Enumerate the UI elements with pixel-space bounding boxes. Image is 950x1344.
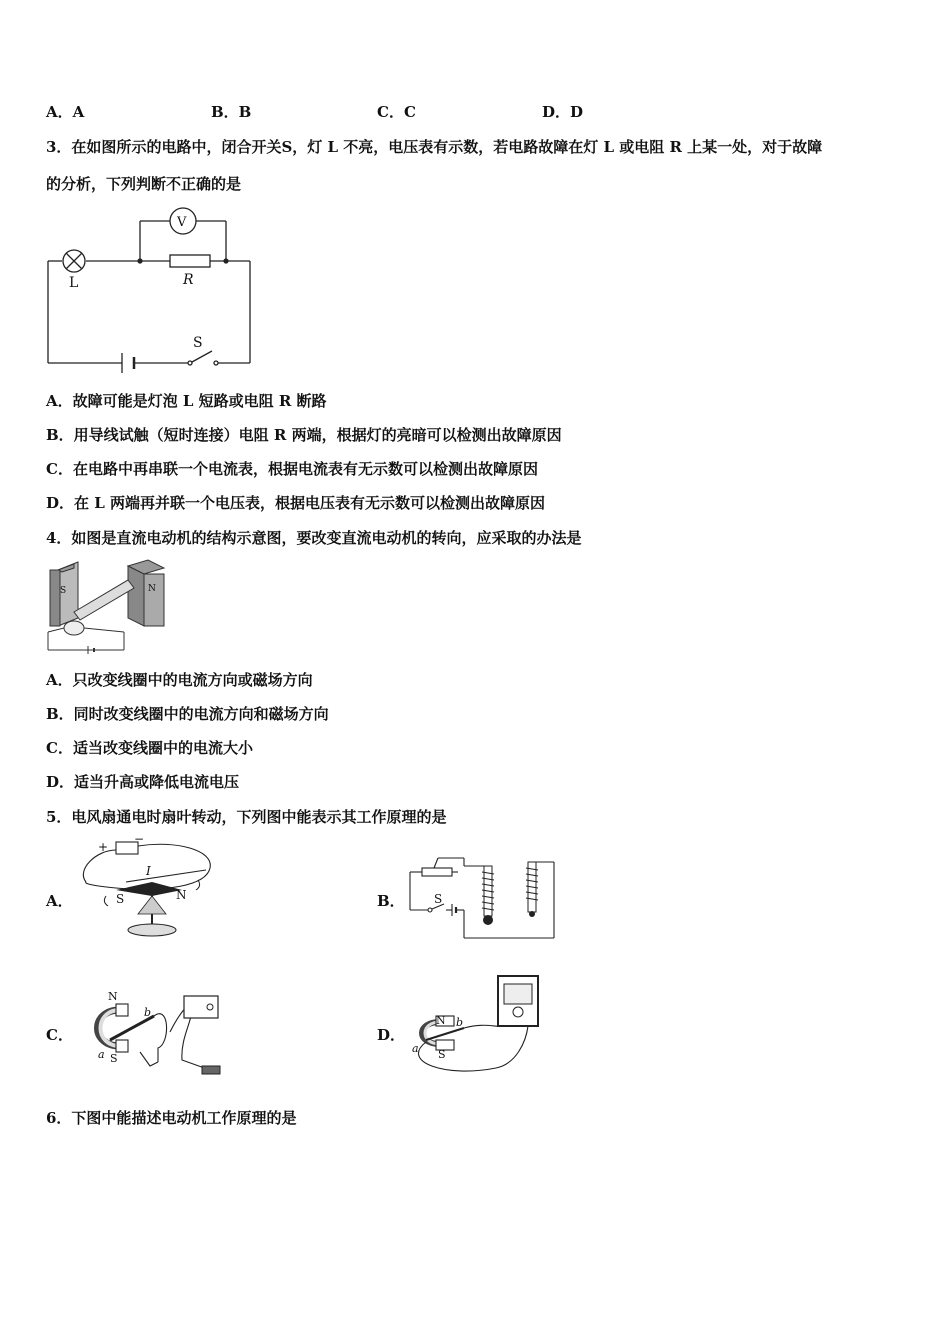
q5-fig-c-north: N xyxy=(108,990,118,1003)
q5-fig-a-plus: + xyxy=(98,840,109,854)
q3-option-a[interactable]: A．故障可能是灯泡 L 短路或电阻 R 断路 xyxy=(46,392,327,410)
q5-fig-d[interactable] xyxy=(406,972,556,1080)
q5-fig-d-south: S xyxy=(438,1048,446,1061)
q2-option-b[interactable]: B．B xyxy=(211,103,252,121)
q5-fig-a-current: I xyxy=(146,864,151,878)
q3-option-b[interactable]: B．用导线试触（短时连接）电阻 R 两端，根据灯的亮暗可以检测出故障原因 xyxy=(46,426,562,444)
q3-voltmeter-label: V xyxy=(177,215,187,230)
q5-fig-d-b: b xyxy=(456,1016,464,1029)
q5-option-d-label[interactable]: D． xyxy=(377,1026,406,1044)
q3-switch-label: S xyxy=(193,335,203,351)
q6-stem: 6．下图中能描述电动机工作原理的是 xyxy=(46,1109,297,1127)
q5-stem: 5．电风扇通电时扇叶转动，下列图中能表示其工作原理的是 xyxy=(46,808,447,826)
q5-option-b-label[interactable]: B． xyxy=(377,892,405,910)
q4-stem: 4．如图是直流电动机的结构示意图，要改变直流电动机的转向，应采取的办法是 xyxy=(46,529,582,547)
q5-fig-c-south: S xyxy=(110,1052,118,1065)
q5-fig-a-north: N xyxy=(176,888,187,902)
q5-fig-c-b: b xyxy=(144,1006,152,1019)
q2-option-d[interactable]: D．D xyxy=(542,103,584,121)
q5-fig-c-a: a xyxy=(98,1048,105,1061)
q4-option-b[interactable]: B．同时改变线圈中的电流方向和磁场方向 xyxy=(46,705,329,723)
q2-option-c[interactable]: C．C xyxy=(377,103,416,121)
q5-fig-a-minus: − xyxy=(134,832,145,846)
q4-option-a[interactable]: A．只改变线圈中的电流方向或磁场方向 xyxy=(46,671,313,689)
q3-stem-line1: 3．在如图所示的电路中，闭合开关S，灯 L 不亮，电压表有示数，若电路故障在灯 L 或电阻 R 上某一处，对于故障 xyxy=(46,138,823,156)
q5-fig-a-south: S xyxy=(116,892,125,906)
q3-resistor-label: R xyxy=(183,272,194,288)
q3-option-d[interactable]: D．在 L 两端再并联一个电压表，根据电压表有无示数可以检测出故障原因 xyxy=(46,494,546,512)
q3-lamp-label: L xyxy=(69,275,79,291)
q5-fig-b-switch: S xyxy=(434,892,443,906)
q4-north-label: N xyxy=(148,584,156,594)
q4-option-d[interactable]: D．适当升高或降低电流电压 xyxy=(46,773,240,791)
q4-motor-figure xyxy=(44,558,174,654)
q4-south-label: S xyxy=(60,586,67,596)
q4-option-c[interactable]: C．适当改变线圈中的电流大小 xyxy=(46,739,253,757)
q5-option-c-label[interactable]: C． xyxy=(46,1026,73,1044)
q3-option-c[interactable]: C．在电路中再串联一个电流表，根据电流表有无示数可以检测出故障原因 xyxy=(46,460,538,478)
q5-fig-d-north: N xyxy=(436,1014,446,1027)
q3-circuit-figure xyxy=(40,205,260,375)
q5-fig-c[interactable] xyxy=(80,992,240,1082)
q5-fig-b[interactable] xyxy=(404,852,559,944)
q2-option-a[interactable]: A．A xyxy=(46,103,85,121)
q3-stem-line2: 的分析，下列判断不正确的是 xyxy=(46,175,242,193)
q5-option-a-label[interactable]: A． xyxy=(46,892,73,910)
q5-fig-a[interactable] xyxy=(76,834,216,944)
q5-fig-d-a: a xyxy=(412,1042,419,1055)
